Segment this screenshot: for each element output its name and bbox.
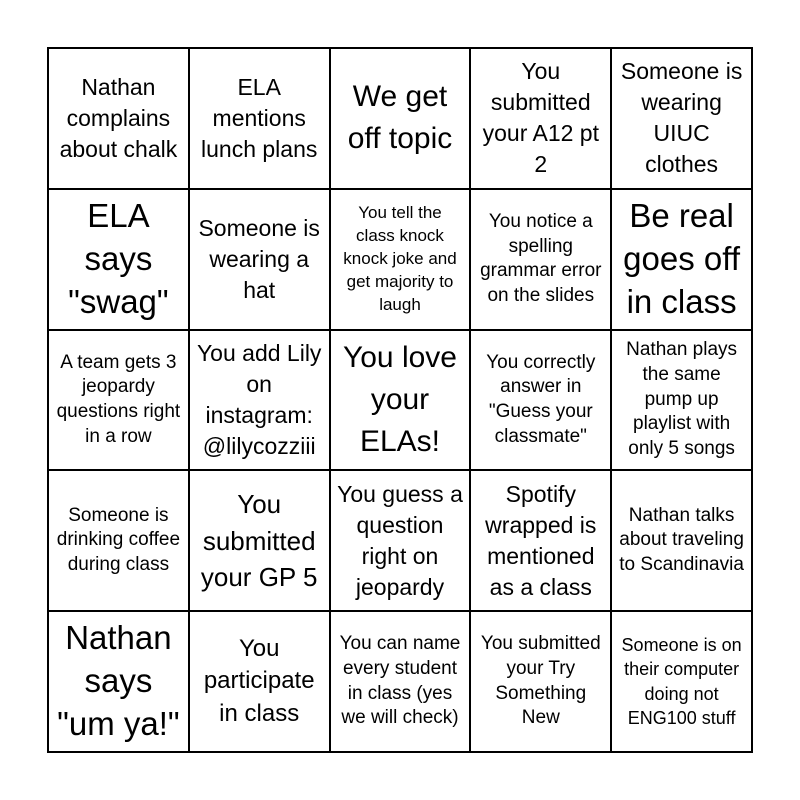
bingo-cell-5-1[interactable]: Nathan says "um ya!" xyxy=(48,611,189,752)
bingo-cell-5-3[interactable]: You can name every student in class (yes we will check) xyxy=(330,611,471,752)
bingo-cell-4-4[interactable]: Spotify wrapped is mentioned as a class xyxy=(470,470,611,611)
bingo-cell-2-1[interactable]: ELA says "swag" xyxy=(48,189,189,330)
bingo-cell-4-2[interactable]: You submitted your GP 5 xyxy=(189,470,330,611)
bingo-cell-4-1[interactable]: Someone is drinking coffee during class xyxy=(48,470,189,611)
bingo-cell-4-5[interactable]: Nathan talks about traveling to Scandinavia xyxy=(611,470,752,611)
bingo-cell-1-2[interactable]: ELA mentions lunch plans xyxy=(189,48,330,189)
bingo-board xyxy=(47,47,753,753)
bingo-cell-5-2[interactable]: You participate in class xyxy=(189,611,330,752)
bingo-cell-4-3[interactable]: You guess a question right on jeopardy xyxy=(330,470,471,611)
bingo-cell-1-3[interactable]: We get off topic xyxy=(330,48,471,189)
bingo-cell-3-1[interactable]: A team gets 3 jeopardy questions right in a row xyxy=(48,330,189,471)
bingo-cell-2-2[interactable]: Someone is wearing a hat xyxy=(189,189,330,330)
bingo-cell-5-5[interactable]: Someone is on their computer doing not ENG100 stuff xyxy=(611,611,752,752)
bingo-cell-2-4[interactable]: You notice a spelling grammar error on the slides xyxy=(470,189,611,330)
bingo-cell-1-4[interactable]: You submitted your A12 pt 2 xyxy=(470,48,611,189)
bingo-cell-5-4[interactable]: You submitted your Try Something New xyxy=(470,611,611,752)
bingo-cell-1-5[interactable]: Someone is wearing UIUC clothes xyxy=(611,48,752,189)
bingo-cell-2-5[interactable]: Be real goes off in class xyxy=(611,189,752,330)
bingo-cell-2-3[interactable]: You tell the class knock knock joke and get majority to laugh xyxy=(330,189,471,330)
bingo-cell-3-2[interactable]: You add Lily on instagram: @lilycozziii xyxy=(189,330,330,471)
bingo-cell-3-5[interactable]: Nathan plays the same pump up playlist with only 5 songs xyxy=(611,330,752,471)
bingo-cell-1-1[interactable]: Nathan complains about chalk xyxy=(48,48,189,189)
bingo-cell-3-4[interactable]: You correctly answer in "Guess your classmate" xyxy=(470,330,611,471)
bingo-cell-3-3[interactable]: You love your ELAs! xyxy=(330,330,471,471)
